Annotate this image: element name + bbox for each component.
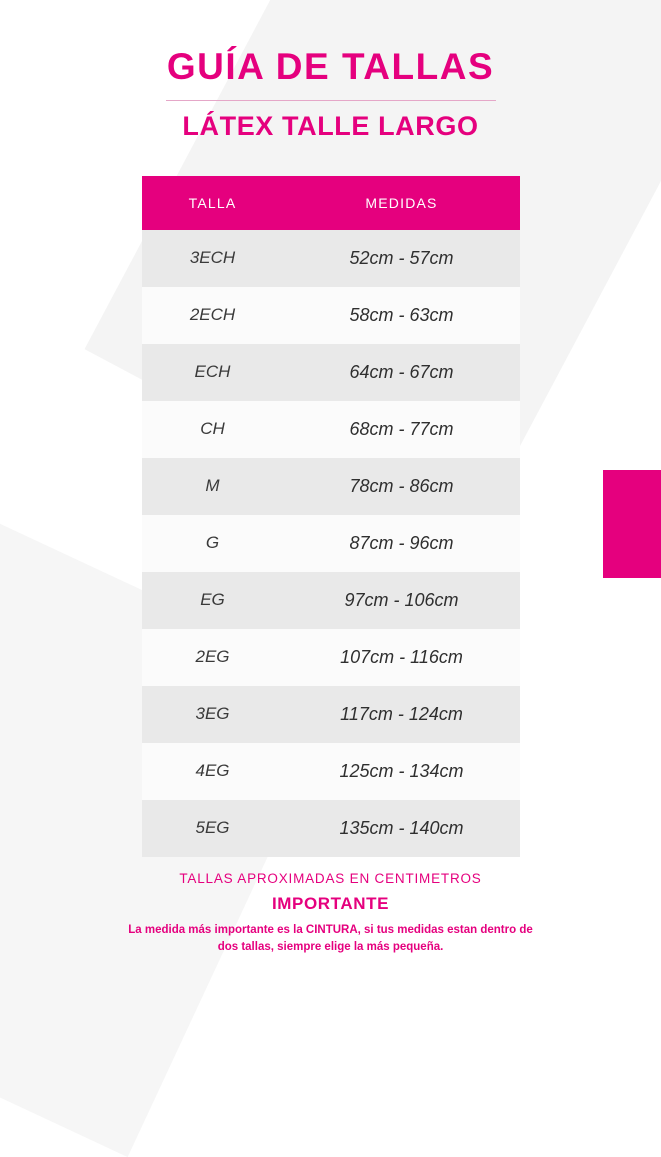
cell-talla: M xyxy=(142,458,284,515)
table-row xyxy=(142,743,520,800)
cell-talla: 2EG xyxy=(142,629,284,686)
cell-talla: CH xyxy=(142,401,284,458)
table-row xyxy=(142,629,520,686)
cell-medidas: 58cm - 63cm xyxy=(284,287,520,344)
page-title: GUÍA DE TALLAS xyxy=(166,46,495,87)
table-row xyxy=(142,344,520,401)
cell-talla: ECH xyxy=(142,344,284,401)
table-row xyxy=(142,515,520,572)
table-row xyxy=(142,572,520,629)
cell-medidas: 107cm - 116cm xyxy=(284,629,520,686)
cell-medidas: 135cm - 140cm xyxy=(284,800,520,857)
cell-medidas: 68cm - 77cm xyxy=(284,401,520,458)
cell-medidas: 117cm - 124cm xyxy=(284,686,520,743)
table-row xyxy=(142,287,520,344)
cell-talla: 4EG xyxy=(142,743,284,800)
footer-approx-text: TALLAS APROXIMADAS EN CENTIMETROS xyxy=(179,870,482,886)
table-row xyxy=(142,401,520,458)
column-header-medidas: MEDIDAS xyxy=(284,176,520,230)
cell-medidas: 97cm - 106cm xyxy=(284,572,520,629)
cell-talla: 5EG xyxy=(142,800,284,857)
table-row xyxy=(142,686,520,743)
cell-medidas: 125cm - 134cm xyxy=(284,743,520,800)
table-body xyxy=(142,230,520,857)
cell-talla: EG xyxy=(142,572,284,629)
table-head xyxy=(142,176,520,230)
cell-talla: G xyxy=(142,515,284,572)
size-table xyxy=(142,176,520,857)
cell-medidas: 87cm - 96cm xyxy=(284,515,520,572)
footer xyxy=(0,871,661,955)
footer-note: La medida más importante es la CINTURA, si tus medidas estan dentro de dos tallas, siempre elige la más pequeña. xyxy=(128,923,533,953)
cell-talla: 3ECH xyxy=(142,230,284,287)
cell-medidas: 64cm - 67cm xyxy=(284,344,520,401)
footer-important-heading: IMPORTANTE xyxy=(271,893,390,913)
cell-medidas: 78cm - 86cm xyxy=(284,458,520,515)
table-row xyxy=(142,230,520,287)
header xyxy=(0,0,661,142)
title-divider xyxy=(166,100,496,101)
cell-medidas: 52cm - 57cm xyxy=(284,230,520,287)
table-header-row xyxy=(142,176,520,230)
column-header-talla: TALLA xyxy=(142,176,284,230)
table-row xyxy=(142,800,520,857)
table-row xyxy=(142,458,520,515)
page-subtitle: LÁTEX TALLE LARGO xyxy=(182,110,479,141)
cell-talla: 3EG xyxy=(142,686,284,743)
cell-talla: 2ECH xyxy=(142,287,284,344)
